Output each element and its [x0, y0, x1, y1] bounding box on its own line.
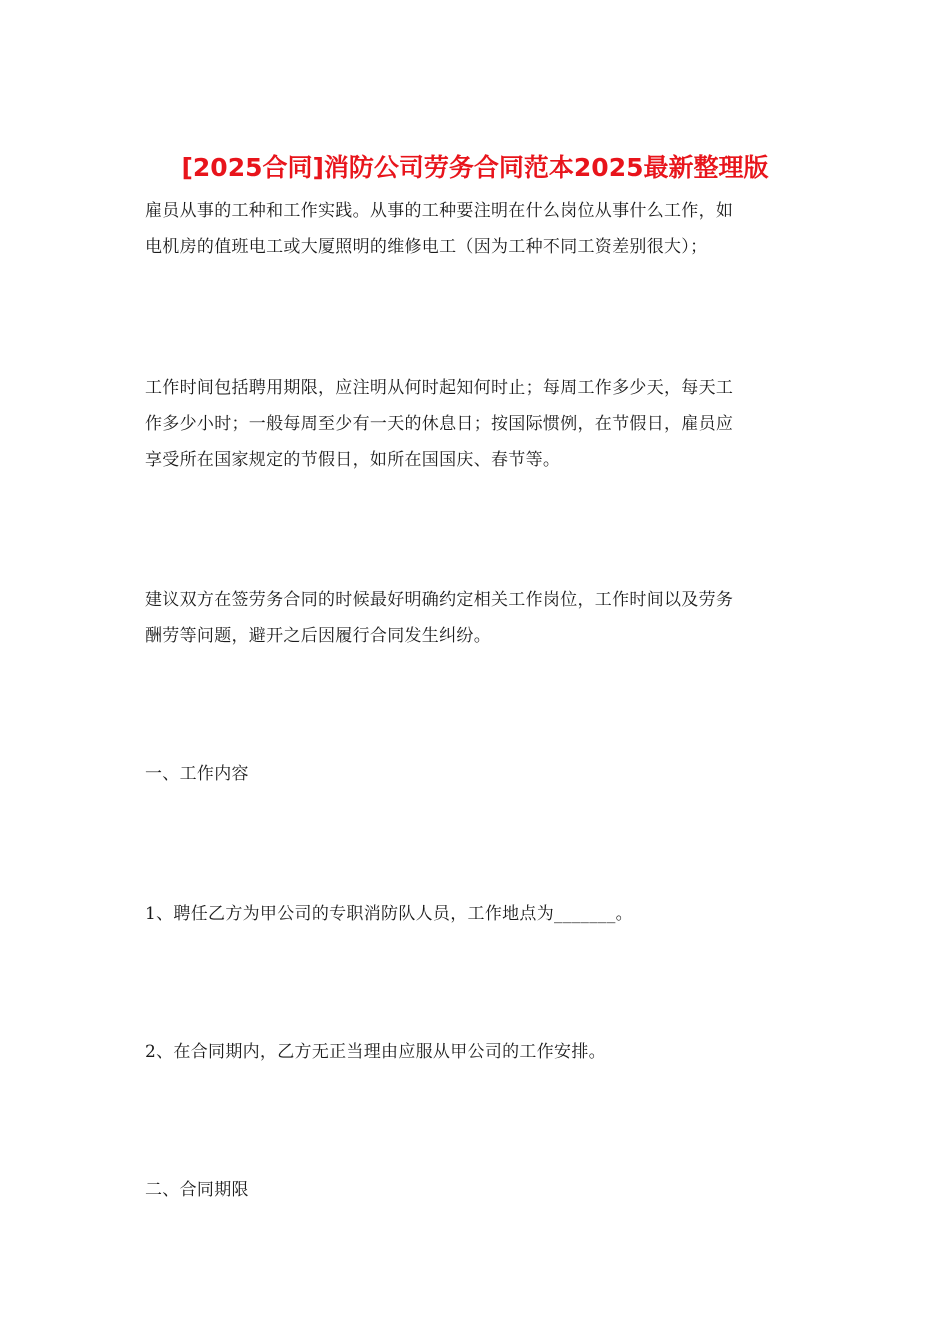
paragraph-line: 工作时间包括聘用期限，应注明从何时起知何时止；每周工作多少天，每天工 [145, 378, 734, 398]
clause-2 [145, 1034, 805, 1070]
paragraph-line: 酬劳等问题，避开之后因履行合同发生纠纷。 [145, 626, 491, 646]
clause-1 [145, 896, 805, 932]
section-heading: 二、合同期限 [145, 1180, 249, 1200]
paragraph-job-type [145, 193, 805, 265]
section-heading-contract-term [145, 1172, 805, 1208]
clause-text: 1、聘任乙方为甲公司的专职消防队人员，工作地点为_______。 [145, 904, 633, 924]
paragraph-line: 作多少小时；一般每周至少有一天的休息日；按国际惯例，在节假日，雇员应 [145, 414, 734, 434]
paragraph-line: 电机房的值班电工或大厦照明的维修电工（因为工种不同工资差别很大）； [145, 237, 708, 257]
clause-text: 2、在合同期内，乙方无正当理由应服从甲公司的工作安排。 [145, 1042, 606, 1062]
section-heading-work-content [145, 756, 805, 792]
document-title: [2025合同]消防公司劳务合同范本2025最新整理版 [181, 153, 769, 182]
paragraph-line: 雇员从事的工种和工作实践。从事的工种要注明在什么岗位从事什么工作，如 [145, 201, 734, 221]
section-heading: 一、工作内容 [145, 764, 249, 784]
paragraph-advice [145, 582, 805, 654]
paragraph-line: 建议双方在签劳务合同的时候最好明确约定相关工作岗位，工作时间以及劳务 [145, 590, 734, 610]
paragraph-line: 享受所在国家规定的节假日，如所在国国庆、春节等。 [145, 450, 561, 470]
paragraph-working-hours [145, 370, 805, 478]
